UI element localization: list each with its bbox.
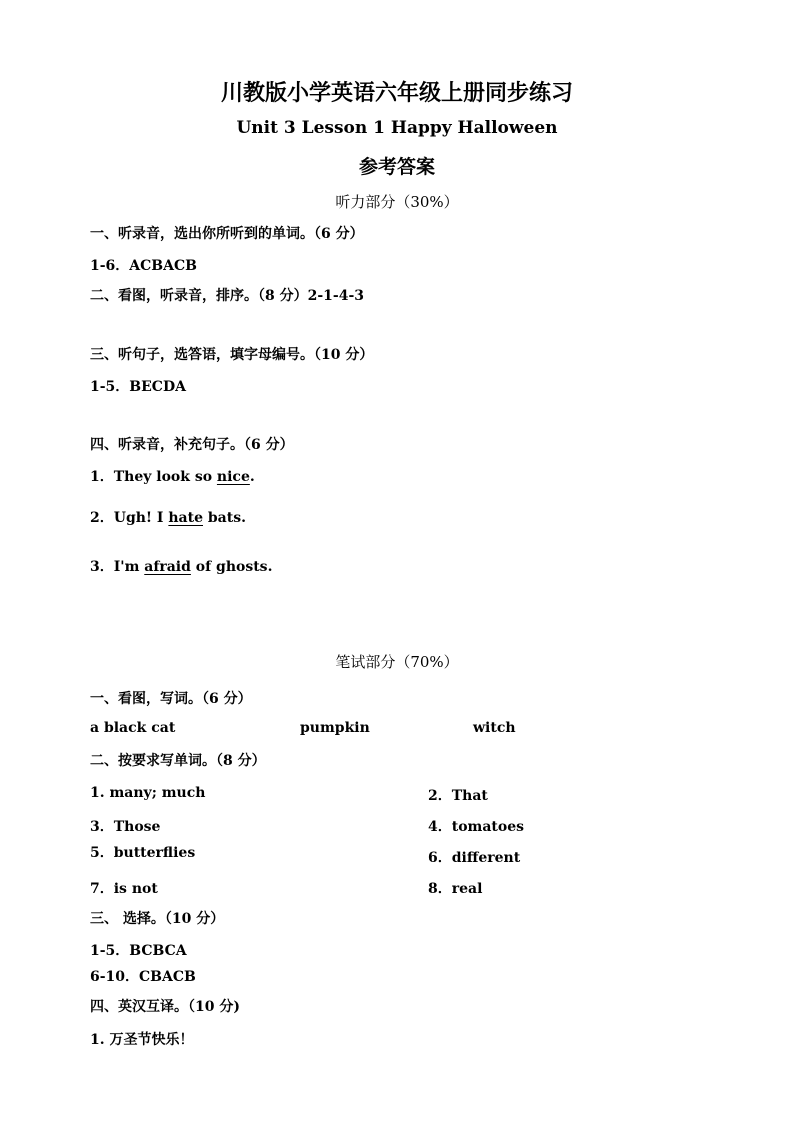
listening-q2-title: 二、看图，听录音，排序。（8 分）2-1-4-3 xyxy=(90,288,365,304)
writing-q2-answer: 4．tomatoes xyxy=(428,819,525,835)
writing-q2-answer: 5．butterflies xyxy=(90,845,196,861)
answer-key-heading: 参考答案 xyxy=(358,156,435,178)
writing-q2-answer: 8．real xyxy=(428,881,483,897)
listening-q3-title: 三、听句子，选答语，填字母编号。（10 分） xyxy=(90,347,374,363)
writing-q2-answer: 2．That xyxy=(428,788,488,804)
listening-q1-answer: 1-6．ACBACB xyxy=(90,258,197,274)
fill-in-answer: nice xyxy=(216,469,250,485)
listening-q4-item: 2．Ugh! I hate bats. xyxy=(90,510,246,526)
listening-q4-title: 四、听录音，补充句子。（6 分） xyxy=(90,437,294,453)
writing-q3-title: 三、 选择。（10 分） xyxy=(90,911,225,927)
writing-q1-answer: pumpkin xyxy=(300,720,370,736)
writing-q1-answer: a black cat xyxy=(90,720,176,736)
fill-in-answer: hate xyxy=(168,510,203,526)
writing-q4-title: 四、英汉互译。（10 分) xyxy=(90,999,240,1015)
writing-q3-answer: 6-10．CBACB xyxy=(90,969,196,985)
writing-section-header: 笔试部分（70%） xyxy=(335,653,459,671)
listening-q3-answer: 1-5．BECDA xyxy=(90,379,186,395)
writing-q1-answer: witch xyxy=(473,720,516,736)
writing-q2-title: 二、按要求写单词。（8 分） xyxy=(90,753,266,769)
listening-section-header: 听力部分（30%） xyxy=(335,193,459,211)
document-subtitle: Unit 3 Lesson 1 Happy Halloween xyxy=(236,118,558,138)
listening-q4-item: 3．I'm afraid of ghosts. xyxy=(90,559,273,575)
fill-in-answer: afraid xyxy=(144,559,191,575)
writing-q2-answer: 1. many; much xyxy=(90,785,206,801)
listening-q4-item: 1．They look so nice. xyxy=(90,469,255,485)
document-title: 川教版小学英语六年级上册同步练习 xyxy=(220,80,573,106)
writing-q4-answer: 1. 万圣节快乐！ xyxy=(90,1032,194,1048)
writing-q3-answer: 1-5．BCBCA xyxy=(90,943,187,959)
writing-q2-answer: 6．different xyxy=(428,850,521,866)
writing-q2-answer: 7．is not xyxy=(90,881,158,897)
writing-q2-answer: 3．Those xyxy=(90,819,161,835)
listening-q1-title: 一、听录音，选出你所听到的单词。（6 分） xyxy=(90,226,364,242)
writing-q1-title: 一、看图，写词。（6 分） xyxy=(90,691,252,707)
